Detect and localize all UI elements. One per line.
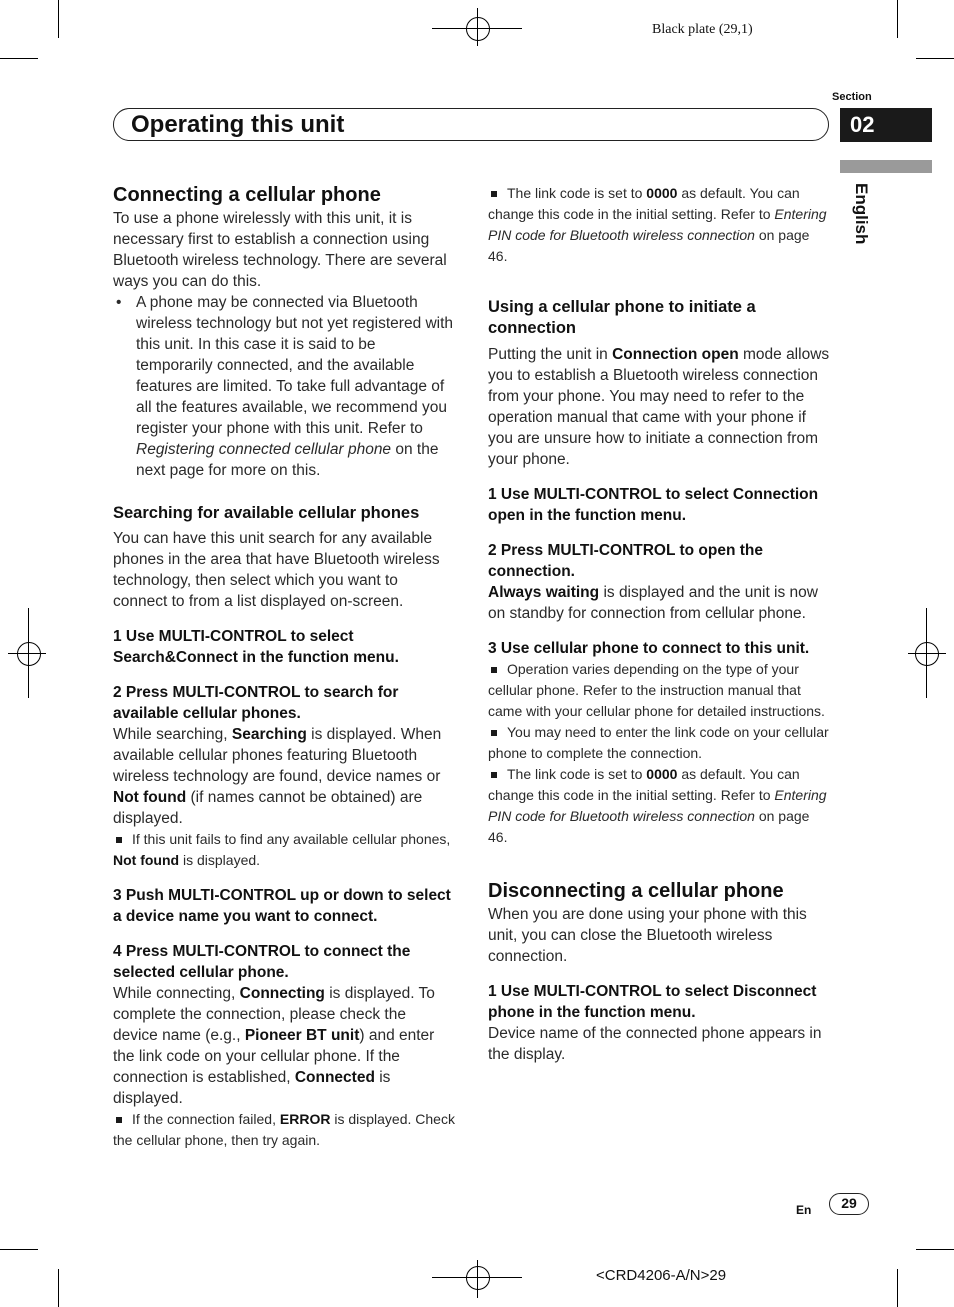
note: If this unit fails to find any available cellular phones, Not found is displayed. <box>113 831 451 868</box>
note: You may need to enter the link code on your cellular phone to complete the connection. <box>488 724 829 761</box>
right-column <box>488 183 830 1065</box>
crop-mark <box>916 1249 954 1250</box>
section-label: Section <box>832 91 872 103</box>
registration-target <box>17 642 41 666</box>
document-code: <CRD4206-A/N>29 <box>596 1267 727 1284</box>
heading-initiate: Using a cellular phone to initiate a connection <box>488 298 756 337</box>
crop-mark <box>916 58 954 59</box>
step-1: 1 Use MULTI-CONTROL to select Connection open in the function menu. <box>488 486 819 524</box>
note-bullet-icon <box>116 1117 122 1123</box>
step-4-body: While connecting, Connecting is displayed. To complete the connection, please check the device name (e.g., Pioneer BT unit) and enter the link code on your cellular phone. If the connection is established, Connected is displayed. <box>113 985 435 1107</box>
crop-mark <box>0 58 38 59</box>
heading-disconnecting: Disconnecting a cellular phone <box>488 880 784 902</box>
note: The link code is set to 0000 as default. You can change this code in the initial setting. Refer to Entering PIN code for Bluetooth wireless connection on page 46. <box>488 185 827 264</box>
step-2: 2 Press MULTI-CONTROL to open the connection. <box>488 542 763 580</box>
page-number: 29 <box>829 1193 869 1215</box>
bullet-mark: • <box>116 294 122 311</box>
disconnect-body: Device name of the connected phone appears in the display. <box>488 1025 822 1063</box>
step-2-body: Always waiting is displayed and the unit is now on standby for connection from cellular phone. <box>488 584 818 622</box>
crop-mark <box>58 0 59 38</box>
step-1: 1 Use MULTI-CONTROL to select Search&Connect in the function menu. <box>113 628 399 666</box>
step-3: 3 Use cellular phone to connect to this unit. <box>488 640 810 657</box>
section-tab <box>840 160 932 173</box>
note: The link code is set to 0000 as default. You can change this code in the initial setting. Refer to Entering PIN code for Bluetooth wireless connection on page 46. <box>488 766 827 845</box>
note-bullet-icon <box>116 837 122 843</box>
step-4: 4 Press MULTI-CONTROL to connect the selected cellular phone. <box>113 943 411 981</box>
note: If the connection failed, ERROR is displayed. Check the cellular phone, then try again. <box>113 1111 455 1148</box>
initiate-intro: Putting the unit in Connection open mode allows you to establish a Bluetooth wireless connection from your phone. You may need to refer to the operation manual that came with your phone if you are unsure how to initiate a connection from your phone. <box>488 346 830 468</box>
step-1: 1 Use MULTI-CONTROL to select Disconnect phone in the function menu. <box>488 983 817 1021</box>
crop-mark <box>0 1249 38 1250</box>
registration-target <box>915 642 939 666</box>
step-3: 3 Push MULTI-CONTROL up or down to select a device name you want to connect. <box>113 887 451 925</box>
crop-mark <box>897 1269 898 1307</box>
language-label: English <box>852 183 871 245</box>
plate-label: Black plate (29,1) <box>652 22 753 37</box>
heading-searching: Searching for available cellular phones <box>113 504 420 522</box>
step-2-body: While searching, Searching is displayed. When available cellular phones featuring Bluetooth wireless technology are found, device names or Not found (if names cannot be obtained) are displayed. <box>113 726 442 827</box>
disconnect-intro: When you are done using your phone with this unit, you can close the Bluetooth wireless connection. <box>488 906 807 965</box>
note-bullet-icon <box>491 772 497 778</box>
registration-target <box>466 1266 490 1290</box>
step-2: 2 Press MULTI-CONTROL to search for available cellular phones. <box>113 684 399 722</box>
registration-target <box>466 17 490 41</box>
left-column <box>113 182 455 1151</box>
language-tab <box>851 183 873 273</box>
language-code: En <box>796 1203 812 1217</box>
crop-mark <box>897 0 898 38</box>
connecting-intro: To use a phone wirelessly with this unit, it is necessary first to establish a connection using Bluetooth wireless technology. There are several ways you can do this. <box>113 210 447 290</box>
section-number: 02 <box>840 108 932 142</box>
search-intro: You can have this unit search for any available phones in the area that have Bluetooth wireless technology, then select which you want to connect to from a list displayed on-screen. <box>113 530 440 610</box>
note-bullet-icon <box>491 667 497 673</box>
note-bullet-icon <box>491 730 497 736</box>
bullet-item: • A phone may be connected via Bluetooth wireless technology but not yet registered with this unit. In this case it is said to be temporarily connected, and the available features are limited. To take full advantage of all the features available, we recommend you register your phone with this unit. Refer to Registering connected cellular phone on the next page for more on this. <box>116 294 454 479</box>
note-bullet-icon <box>491 191 497 197</box>
page-title: Operating this unit <box>131 111 345 138</box>
heading-connecting: Connecting a cellular phone <box>113 184 381 206</box>
crop-mark <box>58 1269 59 1307</box>
note: Operation varies depending on the type of your cellular phone. Refer to the instruction manual that came with your cellular phone for detailed instructions. <box>488 661 825 719</box>
